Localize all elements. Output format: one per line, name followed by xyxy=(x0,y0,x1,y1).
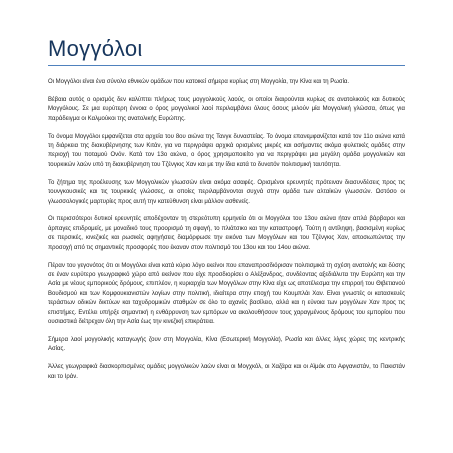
paragraph-6: Πέραν του γεγονότος ότι οι Μογγόλοι είναι κατά κύριο λόγο εκείνοι που επαναπροσδιόρισαν πολιτισμικά τη σχέση ανατολής και δύσης σε έναν ευρύτερο γεωγραφικό χώρο από εκείνον που είχε προσδιορίσει ο Αλέξανδρος, συνδέοντας αξεδιάλυτα την Ευρώπη και την Ασία με νέους εμπορικούς δρόμους, επιπλέον, η κυριαρχία των Μογγόλων στην Κίνα είχε ως αποτέλεσμα την επιρροή του Θιβετιανού Βουδισμού και των Κομφουκιανιστών λογίων στην πολιτική, ιδιαίτερα στην εποχή του Κουμπλάι Χαν. Είναι γνωστές οι κατασκευές τεράστιων οδικών δικτύων και ταχυδρομικών σταθμών σε όλο το αχανές βασίλειο, αλλά και η εύνοια των μογγόλων Χαν προς τις επιστήμες. Εντέλει υπήρξε σημαντική η ενθάρρυνση των εμπόρων να ακολουθήσουν τους χαραγμένους δρόμους του εμπορίου που ουσιαστικά διέτρεχαν όλη την Ασία έως την κινεζική επικράτεια. xyxy=(48,262,405,326)
paragraph-4: Το ζήτημα της προέλευσης των Μογγολικών γλωσσών είναι ακόμα ασαφές. Ορισμένοι ερευνητές πρότειναν διασυνδέσεις προς τις τουνγκουσικές και τις τουρκικές γλώσσες, οι οποίες περιλαμβάνονται συχνά στην ομάδα των αλταϊκών γλωσσών. Ωστόσο οι γλωσσολογικές μαρτυρίες προς αυτή την κατεύθυνση είναι μάλλον ασθενείς. xyxy=(48,179,405,205)
page-title: Μογγόλοι xyxy=(48,36,143,61)
paragraph-2: Βέβαια αυτός ο ορισμός δεν καλύπτει πλήρως τους μογγολικούς λαούς, οι οποίοι διαιρούνται κυρίως σε ανατολικούς και δυτικούς Μογγόλους. Σε μια ευρύτερη έννοια ο όρος μογγολικοί λαοί περιλαμβάνει όλους όσους μιλούν μία Μογγολική γλώσσα, όπως για παράδειγμα οι Καλμούκοι της ανατολικής Ευρώπης. xyxy=(48,96,405,122)
paragraph-1: Οι Μογγόλοι είναι ένα σύνολο εθνικών ομάδων που κατοικεί σήμερα κυρίως στη Μογγολία, την Κίνα και τη Ρωσία. xyxy=(48,79,350,85)
paragraph-3: Το όνομα Μογγόλοι εμφανίζεται στα αρχεία του 8ου αιώνα της Τανγκ δυναστείας. Το όνομα επανεμφανίζεται κατά τον 11ο αιώνα κατά τη διάρκεια της διακυβέρνησης των Κιτάν, για να περιγράψει αρχικά ορισμένες μικρές και ασήμαντες ακόμα φυλετικές ομάδες στην περιοχή του ποταμού Ονόν. Κατά τον 13ο αιώνα, ο όρος χρησιμοποιείτο για να περιγράψει μια μεγάλη ομάδα μογγολικών και τουρκικών λαών υπό τη διακυβέρνηση του Τζένγκις Χαν και με την ίδια κατά το δυνατόν πολιτισμική ταυτότητα. xyxy=(48,133,405,168)
document-body xyxy=(48,78,405,382)
paragraph-5: Οι περισσότεροι δυτικοί ερευνητές αποδέχονταν τη στερεότυπη ερμηνεία ότι οι Μογγόλοι του 13ου αιώνα ήταν απλά βάρβαροι και άρπαγες επιδρομείς, με μοναδικό τους προορισμό τη σφαγή, το πλιάτσικο και την καταστροφή. Τούτη η αντίληψη, βασισμένη κυρίως σε περσικές, κινεζικές και ρωσικές αφηγήσεις διαμόρφωσε την εικόνα των Μογγόλων και του Τζένγκις Χαν, αποσιωπώντας την προσοχή από τις σημαντικές προσφορές που έκαναν στον πολιτισμό του 13ου και του 14ου αιώνα. xyxy=(48,216,405,251)
paragraph-8: Άλλες γεωγραφικά διασκορπισμένες ομάδες μογγολικών λαών είναι οι Μογχκόλ, οι Χαζάρα και οι Αϊμάκ στο Αφγανιστάν, το Πακιστάν και το Ιράν. xyxy=(48,364,405,380)
paragraph-7: Σήμερα λαοί μογγολικής καταγωγής ζουν στη Μογγολία, Κίνα (Εσωτερική Μογγολία), Ρωσία και άλλες λίγες χώρες της κεντρικής Ασίας. xyxy=(48,336,405,353)
title-underline xyxy=(48,65,405,66)
